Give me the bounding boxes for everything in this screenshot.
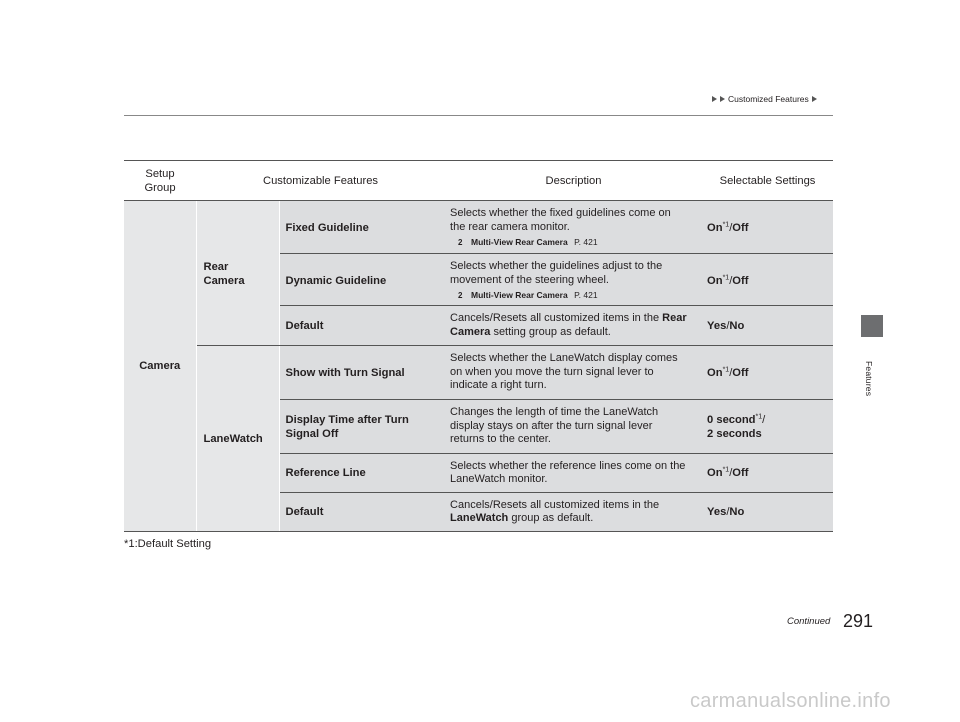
customized-features-table bbox=[124, 160, 833, 532]
column-header-setup-group: Setup Group bbox=[124, 161, 196, 201]
feature-description: Cancels/Resets all customized items in the LaneWatch group as default. bbox=[445, 493, 702, 532]
breadcrumb bbox=[712, 94, 832, 104]
setting-options: Yes/No bbox=[702, 493, 833, 532]
page-reference[interactable]: 2 Multi-View Rear Camera P. 421 bbox=[450, 236, 698, 250]
reference-icon: 2 bbox=[458, 291, 463, 300]
feature-description: Selects whether the LaneWatch display comes on when you move the turn signal lever to indicate a right turn. bbox=[445, 346, 702, 400]
subgroup-rear-camera: Rear Camera bbox=[196, 201, 279, 346]
arrow-right-icon bbox=[712, 96, 717, 102]
watermark: carmanualsonline.info bbox=[690, 690, 891, 712]
feature-name: Dynamic Guideline bbox=[279, 254, 445, 306]
column-header-settings: Selectable Settings bbox=[702, 161, 833, 201]
breadcrumb-label: Customized Features bbox=[728, 94, 809, 104]
feature-description: Cancels/Resets all customized items in the Rear Camera setting group as default. bbox=[445, 306, 702, 346]
section-tab-marker bbox=[861, 315, 883, 337]
setup-group-camera: Camera bbox=[124, 201, 196, 532]
feature-name: Default bbox=[279, 306, 445, 346]
table-row bbox=[124, 201, 833, 254]
column-header-features: Customizable Features bbox=[196, 161, 445, 201]
setting-options: Yes/No bbox=[702, 306, 833, 346]
arrow-right-icon bbox=[720, 96, 725, 102]
setting-options: On$^{*1}$/Off bbox=[702, 254, 833, 306]
arrow-right-icon bbox=[812, 96, 817, 102]
setting-options: On$^{*1}$/Off bbox=[702, 346, 833, 400]
setting-options: On$^{*1}$/Off bbox=[702, 201, 833, 254]
column-header-description: Description bbox=[445, 161, 702, 201]
feature-name: Display Time after Turn Signal Off bbox=[279, 400, 445, 454]
section-tab-label: Features bbox=[864, 361, 874, 397]
reference-icon: 2 bbox=[458, 238, 463, 247]
feature-name: Fixed Guideline bbox=[279, 201, 445, 254]
table-header-row bbox=[124, 161, 833, 201]
page-reference[interactable]: 2 Multi-View Rear Camera P. 421 bbox=[450, 289, 698, 303]
feature-description: Changes the length of time the LaneWatch display stays on after the turn signal lever returns to the center. bbox=[445, 400, 702, 454]
feature-name: Reference Line bbox=[279, 454, 445, 493]
feature-name: Default bbox=[279, 493, 445, 532]
setting-options: On$^{*1}$/Off bbox=[702, 454, 833, 493]
feature-description: Selects whether the fixed guidelines come on the rear camera monitor. 2 Multi-View Rear Camera P. 421 bbox=[445, 201, 702, 254]
feature-name: Show with Turn Signal bbox=[279, 346, 445, 400]
feature-description: Selects whether the reference lines come on the LaneWatch monitor. bbox=[445, 454, 702, 493]
continued-label: Continued bbox=[787, 616, 831, 627]
subgroup-lanewatch: LaneWatch bbox=[196, 346, 279, 532]
footnote-default-setting: *1:Default Setting bbox=[124, 538, 212, 550]
header-divider bbox=[124, 115, 833, 116]
page-number: 291 bbox=[843, 611, 874, 631]
feature-description: Selects whether the guidelines adjust to the movement of the steering wheel. 2 Multi-View Rear Camera P. 421 bbox=[445, 254, 702, 306]
table-row bbox=[124, 346, 833, 400]
setting-options: 0 second$^{*1}$/ 2 seconds bbox=[702, 400, 833, 454]
